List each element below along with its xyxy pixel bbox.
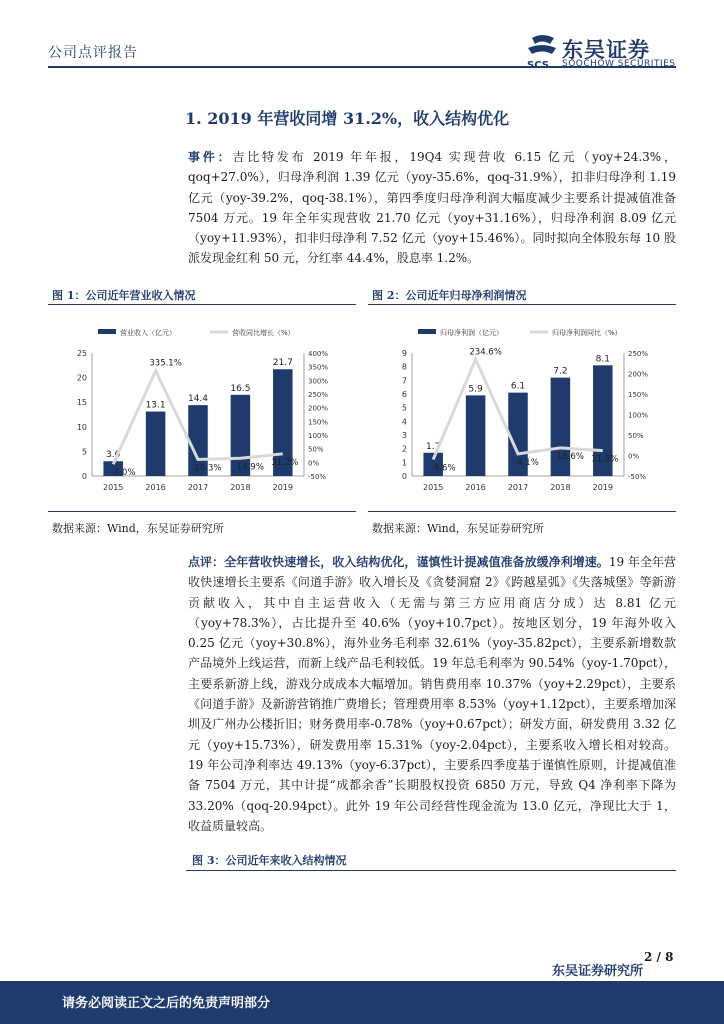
revenue-line-label: 14.9% — [236, 462, 264, 473]
revenue-ytick-right: -50% — [308, 473, 327, 481]
figure2-source: 数据来源：Wind，东吴证券研究所 — [372, 522, 544, 535]
profit-ytick-right: 0% — [628, 452, 640, 461]
figure1-source: 数据来源：Wind，东吴证券研究所 — [52, 522, 224, 535]
revenue-ytick-right: 400% — [308, 350, 329, 358]
logo-name-en: SOOCHOW SECURITIES — [562, 59, 676, 69]
profit-bar-label: 8.1 — [595, 354, 610, 365]
profit-ytick-left: 2 — [401, 444, 407, 454]
revenue-bar-label: 16.5 — [230, 383, 251, 394]
profit-bar-label: 5.9 — [468, 384, 483, 395]
event-text: 吉比特发布 2019 年年报，19Q4 实现营收 6.15 亿元（yoy+24.3%，qoq+27.0%），归母净利润 1.39 亿元（yoy-35.6%，qoq-31.9%），扣非归母净利 1.19 亿元（yoy-39.2%，qoq-38.1%），第四季度归母净利润大幅度减少主要系计提减值准备 7504 万元。19 年全年实现营收 21.70 亿元（yoy+31.16%），归母净利润 8.09 亿元（yoy+11.93%），扣非归母净利 7.52 亿元（yoy+15.46%）。同时拟向全体股东每 10 股派发现金红利 50 元，分红率 44.4%，股息率 1.2%。 — [188, 150, 676, 266]
revenue-xtick: 2016 — [145, 483, 166, 492]
profit-ytick-left: 4 — [401, 417, 407, 427]
event-paragraph — [188, 147, 676, 269]
profit-ytick-right: 150% — [628, 391, 649, 399]
revenue-ytick-right: 150% — [308, 418, 329, 427]
revenue-ytick-left: 0 — [81, 472, 87, 481]
profit-xtick: 2019 — [592, 483, 613, 492]
revenue-line-label: 335.1% — [149, 358, 182, 369]
figure1-rule — [48, 304, 356, 305]
revenue-chart-svg — [48, 316, 358, 501]
revenue-ytick-left: 15 — [76, 398, 87, 408]
footer-institute: 东吴证券研究所 — [552, 964, 644, 979]
profit-ytick-right: 50% — [628, 432, 644, 440]
document-type: 公司点评报告 — [48, 45, 138, 61]
revenue-ytick-right: 50% — [308, 445, 324, 454]
figure1-bottom-rule — [48, 511, 356, 512]
comment-label: 点评： — [188, 555, 225, 569]
figure3-title: 图 3：公司近年来收入结构情况 — [192, 854, 347, 867]
profit-ytick-left: 8 — [401, 362, 407, 372]
profit-line-label: 234.6% — [469, 347, 502, 358]
logo-mark-icon — [524, 32, 560, 72]
figure2-title: 图 2：公司近年归母净利润情况 — [372, 289, 527, 302]
footer-disclaimer: 请务必阅读正文之后的免责声明部分 — [62, 996, 271, 1011]
profit-bar-label: 1.7 — [426, 441, 441, 452]
profit-xtick: 2016 — [465, 483, 486, 492]
profit-bar — [466, 395, 486, 476]
figure2-bottom-rule — [368, 511, 676, 512]
comment-paragraph — [188, 552, 676, 836]
logo-name-cn: 东吴证券 — [562, 38, 650, 62]
revenue-ytick-right: 100% — [308, 432, 329, 440]
profit-ytick-left: 7 — [401, 376, 407, 386]
event-label: 事件： — [188, 150, 233, 164]
profit-ytick-left: 0 — [401, 472, 407, 481]
revenue-xtick: 2018 — [230, 483, 251, 492]
revenue-bar-label: 13.1 — [145, 400, 166, 411]
figure2-rule — [368, 304, 676, 305]
revenue-legend-bar-label: 营业收入（亿元） — [120, 329, 176, 337]
profit-xtick: 2017 — [507, 483, 529, 492]
revenue-ytick-right: 0% — [308, 459, 320, 468]
page-number: 2 / 8 — [644, 950, 674, 964]
revenue-xtick: 2017 — [187, 483, 209, 492]
profit-ytick-left: 3 — [401, 431, 407, 440]
figure1-title: 图 1：公司近年营业收入情况 — [52, 289, 196, 302]
profit-legend-line-label: 归母净利润同比（%） — [552, 329, 622, 337]
net-profit-chart-svg — [368, 316, 678, 501]
revenue-bar-label: 14.4 — [187, 394, 209, 405]
profit-legend-bar-label: 归母净利润（亿元） — [440, 329, 503, 337]
profit-line-label: -9.6% — [430, 463, 456, 474]
logo-mark-text: SCS — [527, 60, 549, 71]
comment-headline: 全年营收快速增长，收入结构优化，谨慎性计提减值准备放缓净利增速。 — [224, 555, 609, 569]
profit-xtick: 2015 — [423, 483, 444, 492]
comment-text: 19 年全年营收快速增长主要系《问道手游》收入增长及《贪婪洞窟 2》《跨越星弧》《失落城堡》等新游贡献收入，其中自主运营收入（无需与第三方应用商店分成）达 8.81 亿元（yoy+78.3%），占比提升至 40.6%（yoy+10.7pct）。按地区划分，19 年海外收入 0.25 亿元（yoy+30.8%），海外业务毛利率 32.61%（yoy-35.82pct），主要系新增数款产品境外上线运营，而新上线产品毛利较低。19 年总毛利率为 90.54%（yoy-1.70pct），主要系新游上线，游戏分成成本大幅增加。销售费用率 10.37%（yoy+2.29pct），主要系《问道手游》及新游营销推广费增长；管理费用率 8.53%（yoy+1.12pct），主要系增加深圳及广州办公楼折旧；财务费用率-0.78%（yoy+0.67pct）；研发方面，研发费用 3.32 亿元（yoy+15.73%），研发费用率 15.31%（yoy-2.04pct），主要系收入增长相对较高。19 年公司净利率达 49.13%（yoy-6.37pct），主要系四季度基于谨慎性原则，计提减值准备 7504 万元，其中计提“成都余香”长期股权投资 6850 万元，导致 Q4 净利率下降为 33.20%（qoq-20.94pct）。此外 19 年公司经营性现金流为 13.0 亿元，净现比大于 1，收益质量较高。 — [188, 555, 676, 833]
profit-line-label: 4.1% — [517, 457, 539, 468]
profit-ytick-left: 1 — [401, 458, 407, 468]
revenue-bar-label: 3.0 — [106, 450, 121, 461]
revenue-xtick: 2019 — [272, 483, 293, 492]
revenue-ytick-left: 10 — [76, 422, 87, 432]
profit-ytick-left: 5 — [401, 403, 407, 413]
figure3-rule — [186, 870, 676, 871]
profit-bar-label: 6.1 — [510, 381, 526, 392]
profit-ytick-left: 6 — [401, 390, 407, 399]
revenue-ytick-right: 200% — [308, 404, 329, 413]
profit-ytick-right: 200% — [628, 370, 649, 379]
company-logo — [524, 32, 684, 72]
revenue-ytick-left: 5 — [81, 447, 87, 457]
profit-legend-bar-swatch — [418, 329, 436, 334]
profit-ytick-right: 100% — [628, 411, 649, 420]
revenue-ytick-right: 300% — [308, 377, 329, 386]
revenue-ytick-right: 250% — [308, 391, 329, 399]
profit-line-label: 18.6% — [556, 451, 584, 462]
revenue-line-label: -7.0% — [110, 468, 136, 479]
figure2-chart — [368, 316, 678, 501]
revenue-legend-bar-swatch — [98, 329, 116, 334]
revenue-ytick-left: 20 — [76, 373, 87, 383]
revenue-xtick: 2015 — [103, 483, 124, 492]
revenue-bar — [146, 412, 166, 476]
profit-xtick: 2018 — [550, 483, 571, 492]
revenue-ytick-right: 350% — [308, 363, 329, 372]
revenue-line-label: 10.3% — [194, 463, 222, 474]
revenue-bar-label: 21.7 — [272, 358, 293, 369]
profit-bar-label: 7.2 — [553, 366, 568, 377]
figure1-chart — [48, 316, 358, 501]
profit-ytick-left: 9 — [401, 349, 407, 358]
profit-line-label: 11.9% — [591, 454, 619, 465]
revenue-ytick-left: 25 — [76, 349, 87, 358]
section-title: 1. 2019 年营收同增 31.2%，收入结构优化 — [185, 109, 510, 128]
profit-ytick-right: -50% — [628, 473, 647, 481]
revenue-legend-line-label: 营收同比增长（%） — [232, 329, 295, 337]
profit-ytick-right: 250% — [628, 350, 649, 358]
revenue-line-label: 31.2% — [271, 457, 299, 468]
